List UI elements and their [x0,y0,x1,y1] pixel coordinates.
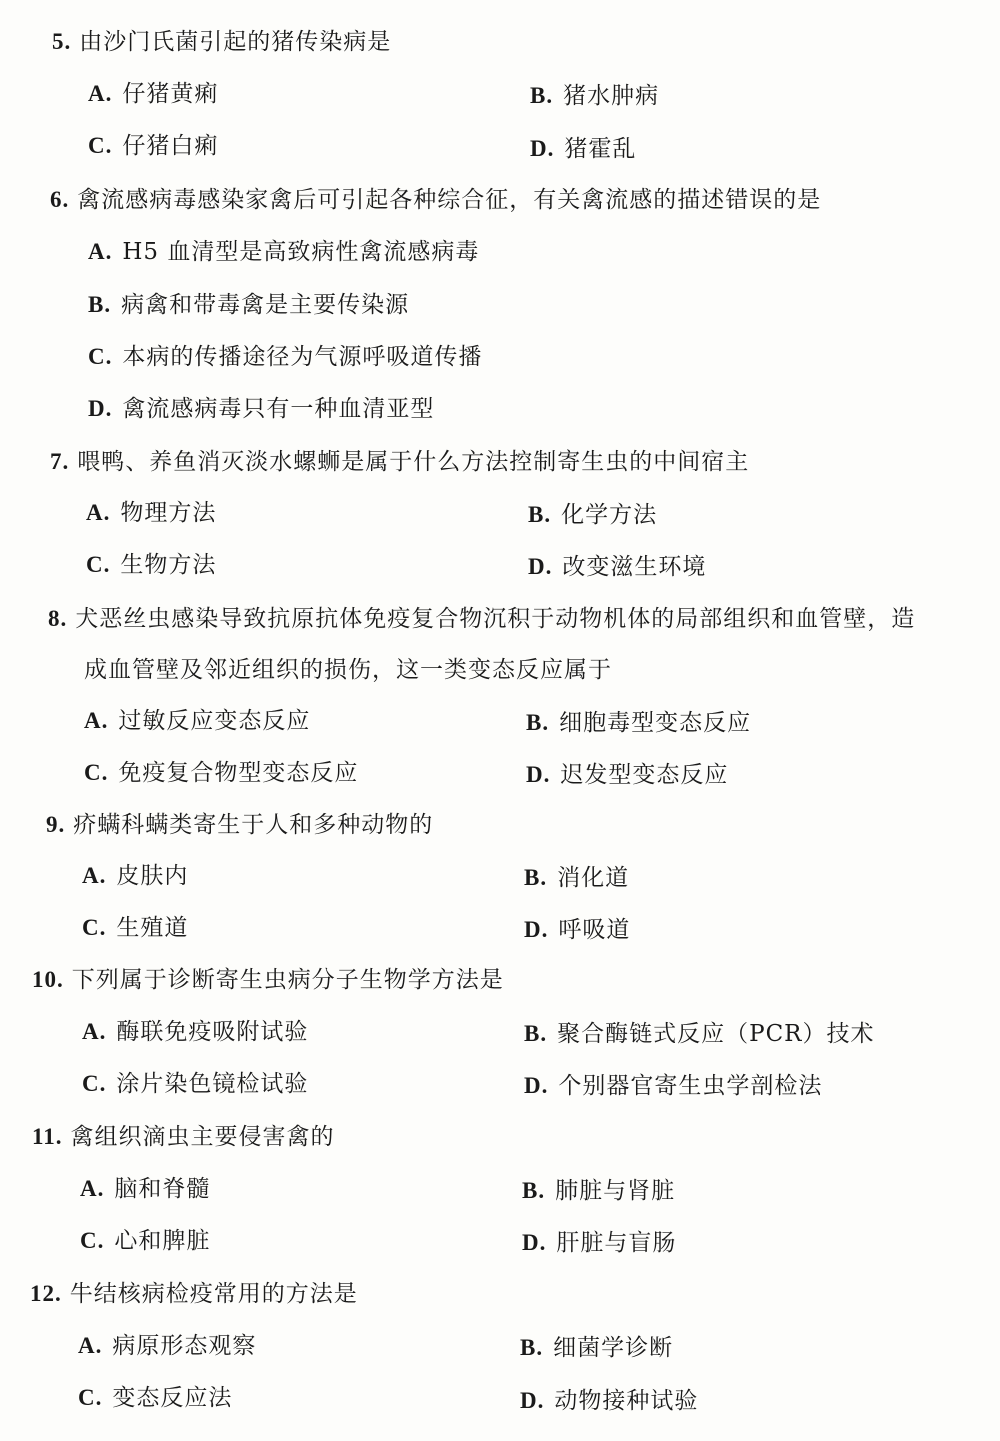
option-text: 动物接种试验 [554,1388,699,1414]
option-text: H5 血清型是高致病性禽流感病毒 [122,239,480,265]
question-text: 下列属于诊断寄生虫病分子生物学方法是 [71,967,504,993]
question-6-option-b [88,290,409,320]
question-10-stem [32,965,504,995]
question-5-option-a [88,79,218,109]
question-12-option-a [78,1331,256,1361]
option-text: 变态反应法 [112,1385,233,1411]
option-letter: B. [524,865,548,890]
option-text: 酶联免疫吸附试验 [116,1019,309,1045]
question-9-stem [46,810,433,840]
option-text: 物理方法 [120,500,217,526]
option-letter: C. [88,133,113,158]
question-9-option-b [524,863,629,893]
question-text: 成血管壁及邻近组织的损伤，这一类变态反应属于 [84,657,612,683]
option-letter: B. [522,1178,546,1203]
option-letter: B. [520,1335,544,1360]
option-letter: B. [530,83,554,108]
question-10-option-b [524,1019,875,1049]
option-letter: A. [88,239,113,264]
question-text: 牛结核病检疫常用的方法是 [69,1281,358,1307]
question-7-option-c [86,550,216,580]
question-7-option-a [86,498,216,528]
option-letter: B. [528,502,552,527]
question-number: 12. [30,1281,62,1306]
option-text: 猪霍乱 [564,136,637,162]
question-number: 6. [50,187,70,212]
option-text: 细胞毒型变态反应 [559,710,752,736]
option-text: 化学方法 [561,502,658,528]
option-letter: C. [78,1385,103,1410]
option-letter: A. [82,1019,107,1044]
question-11-option-c [80,1226,210,1256]
question-10-option-c [82,1069,308,1099]
question-12-option-d [520,1386,698,1416]
question-8-stem-continued [84,655,612,685]
option-text: 心和脾脏 [114,1228,211,1254]
option-letter: C. [88,344,113,369]
option-text: 肝脏与盲肠 [556,1230,677,1256]
option-text: 细菌学诊断 [553,1335,674,1361]
option-letter: A. [82,863,107,888]
question-text: 犬恶丝虫感染导致抗原抗体免疫复合物沉积于动物机体的局部组织和血管壁，造 [75,606,916,632]
question-5-option-d [530,134,636,164]
question-7-option-b [528,500,657,530]
question-8-option-d [526,760,728,790]
question-number: 9. [46,812,66,837]
question-text: 喂鸭、养鱼消灭淡水螺蛳是属于什么方法控制寄生虫的中间宿主 [77,449,750,475]
option-text: 呼吸道 [558,917,631,943]
option-text: 涂片染色镜检试验 [116,1071,309,1097]
option-letter: D. [520,1388,545,1413]
option-text: 过敏反应变态反应 [118,708,311,734]
question-6-option-a [88,237,479,267]
question-7-stem [50,447,749,477]
option-letter: B. [526,710,550,735]
question-number: 11. [32,1124,63,1149]
question-text: 疥螨科螨类寄生于人和多种动物的 [73,812,434,838]
question-6-option-d [88,394,434,424]
option-letter: A. [78,1333,103,1358]
question-6-option-c [88,342,482,372]
question-6-stem [50,185,821,215]
option-letter: C. [86,552,111,577]
option-text: 禽流感病毒只有一种血清亚型 [122,396,435,422]
question-11-stem [32,1122,334,1152]
option-text: 免疫复合物型变态反应 [118,760,359,786]
question-text: 禽流感病毒感染家禽后可引起各种综合征，有关禽流感的描述错误的是 [77,187,822,213]
option-text: 猪水肿病 [563,83,660,109]
option-text: 仔猪白痢 [122,133,219,159]
option-letter: C. [80,1228,105,1253]
option-letter: D. [528,554,553,579]
option-letter: B. [524,1021,548,1046]
question-11-option-a [80,1174,210,1204]
option-text: 生物方法 [120,552,217,578]
option-letter: A. [84,708,109,733]
option-text: 病原形态观察 [112,1333,257,1359]
question-8-option-a [84,706,310,736]
question-number: 10. [32,967,64,992]
option-letter: C. [82,1071,107,1096]
question-10-option-d [524,1071,822,1101]
option-letter: D. [522,1230,547,1255]
question-5-option-b [530,81,659,111]
option-letter: A. [80,1176,105,1201]
question-12-option-c [78,1383,232,1413]
question-8-option-c [84,758,358,788]
question-number: 5. [52,29,72,54]
option-letter: C. [82,915,107,940]
option-text: 脑和脊髓 [114,1176,211,1202]
question-number: 7. [50,449,70,474]
question-10-option-a [82,1017,308,1047]
option-text: 改变滋生环境 [562,554,707,580]
question-8-option-b [526,708,751,738]
question-text: 禽组织滴虫主要侵害禽的 [70,1124,335,1150]
option-text: 生殖道 [116,915,189,941]
option-letter: D. [524,917,549,942]
question-number: 8. [48,606,68,631]
question-11-option-b [522,1176,675,1206]
question-5-option-c [88,131,218,161]
option-text: 聚合酶链式反应（PCR）技术 [557,1021,875,1047]
option-letter: A. [88,81,113,106]
question-12-option-b [520,1333,673,1363]
option-text: 本病的传播途径为气源呼吸道传播 [122,344,483,370]
question-8-stem [48,604,915,634]
question-12-stem [30,1279,358,1309]
question-9-option-a [82,861,188,891]
question-7-option-d [528,552,706,582]
option-letter: C. [84,760,109,785]
option-text: 仔猪黄痢 [122,81,219,107]
question-text: 由沙门氏菌引起的猪传染病是 [79,29,392,55]
option-text: 皮肤内 [116,863,189,889]
question-9-option-c [82,913,188,943]
question-9-option-d [524,915,630,945]
question-5-stem [52,27,391,57]
option-text: 个别器官寄生虫学剖检法 [558,1073,823,1099]
option-letter: D. [526,762,551,787]
option-letter: D. [524,1073,549,1098]
option-text: 消化道 [557,865,630,891]
option-letter: B. [88,292,112,317]
option-letter: A. [86,500,111,525]
option-text: 迟发型变态反应 [560,762,729,788]
question-11-option-d [522,1228,676,1258]
option-text: 肺脏与肾脏 [555,1178,676,1204]
option-text: 病禽和带毒禽是主要传染源 [121,292,410,318]
option-letter: D. [530,136,555,161]
option-letter: D. [88,396,113,421]
